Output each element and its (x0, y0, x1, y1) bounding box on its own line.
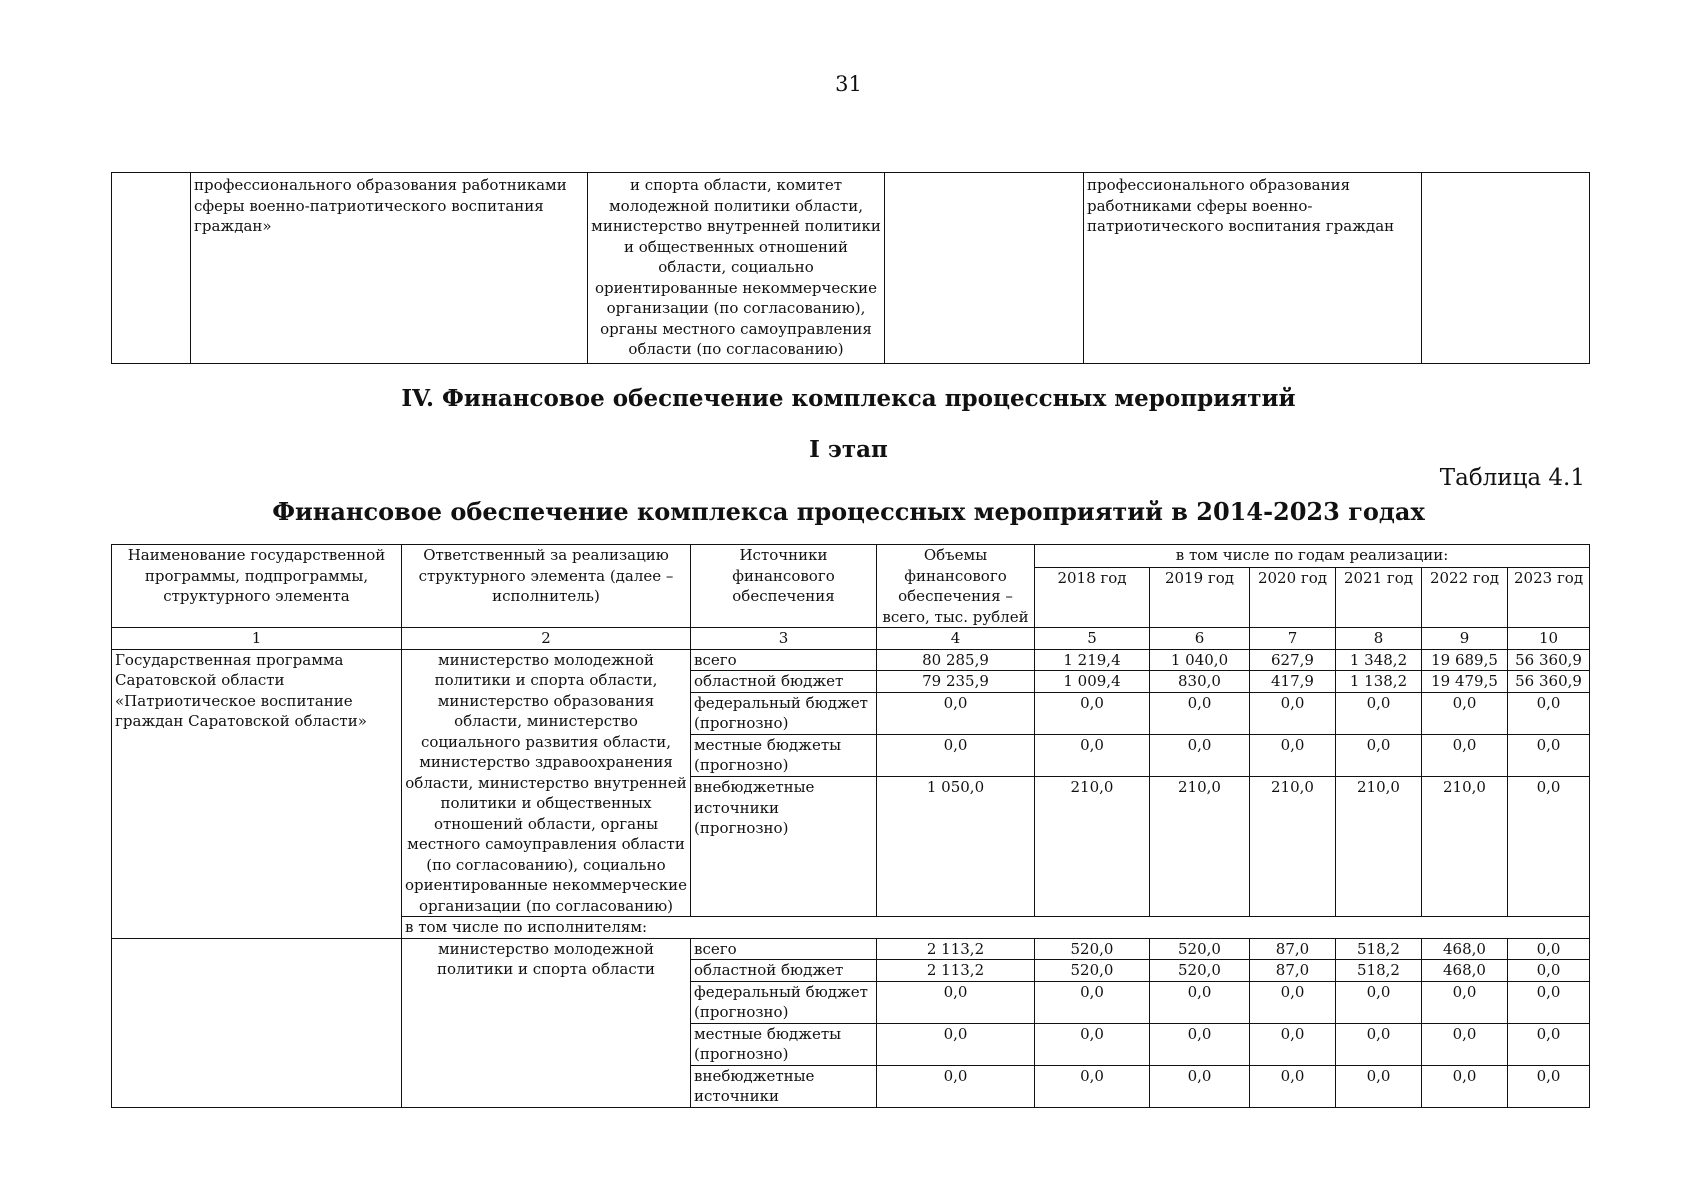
year-cell: 210,0 (1150, 777, 1250, 917)
year-cell: 0,0 (1508, 938, 1590, 960)
year-cell: 0,0 (1150, 981, 1250, 1023)
page-number: 31 (835, 72, 862, 96)
header-year: 2020 год (1250, 568, 1336, 628)
total-cell: 2 113,2 (877, 938, 1035, 960)
table-row (112, 173, 1590, 364)
year-cell: 1 040,0 (1150, 649, 1250, 671)
year-cell: 0,0 (1336, 1065, 1422, 1107)
column-number: 5 (1035, 628, 1150, 650)
total-cell: 1 050,0 (877, 777, 1035, 917)
source-cell: областной бюджет (691, 671, 877, 693)
financing-table (111, 544, 1590, 1108)
program-name: Государственная программа Саратовской области «Патриотическое воспитание граждан Саратовской области» (112, 649, 402, 938)
year-cell: 0,0 (1250, 1023, 1336, 1065)
year-cell: 0,0 (1336, 734, 1422, 776)
column-number: 3 (691, 628, 877, 650)
year-cell: 0,0 (1336, 692, 1422, 734)
source-cell: внебюджетные источники (691, 1065, 877, 1107)
header-years-group: в том числе по годам реализации: (1035, 545, 1590, 568)
table-label: Таблица 4.1 (1439, 465, 1585, 491)
source-cell: местные бюджеты (прогнозно) (691, 734, 877, 776)
year-cell: 0,0 (1150, 692, 1250, 734)
year-cell: 87,0 (1250, 960, 1336, 982)
year-cell: 0,0 (1508, 960, 1590, 982)
column-number: 4 (877, 628, 1035, 650)
total-cell: 0,0 (877, 1065, 1035, 1107)
year-cell: 518,2 (1336, 938, 1422, 960)
source-cell: всего (691, 649, 877, 671)
year-cell: 1 348,2 (1336, 649, 1422, 671)
year-cell: 87,0 (1250, 938, 1336, 960)
year-cell: 0,0 (1508, 981, 1590, 1023)
year-cell: 19 689,5 (1422, 649, 1508, 671)
column-number: 10 (1508, 628, 1590, 650)
table-cell: и спорта области, комитет молодежной политики области, министерство внутренней политики и общественных отношений области, социально ориентированные некоммерческие организации (по согласованию), органы местного самоуправления области (по согласованию) (588, 173, 885, 364)
year-cell: 0,0 (1508, 777, 1590, 917)
source-cell: федеральный бюджет (прогнозно) (691, 981, 877, 1023)
year-cell: 1 219,4 (1035, 649, 1150, 671)
stage-title: I этап (809, 436, 888, 463)
year-cell: 210,0 (1035, 777, 1150, 917)
header-executor: Ответственный за реализацию структурного элемента (далее – исполнитель) (402, 545, 691, 628)
year-cell: 0,0 (1035, 1023, 1150, 1065)
header-year: 2023 год (1508, 568, 1590, 628)
column-number: 2 (402, 628, 691, 650)
year-cell: 0,0 (1035, 1065, 1150, 1107)
table-row (112, 938, 1590, 960)
year-cell: 0,0 (1250, 981, 1336, 1023)
total-cell: 80 285,9 (877, 649, 1035, 671)
year-cell: 520,0 (1150, 960, 1250, 982)
header-year: 2018 год (1035, 568, 1150, 628)
year-cell: 0,0 (1250, 692, 1336, 734)
source-cell: областной бюджет (691, 960, 877, 982)
year-cell: 0,0 (1336, 981, 1422, 1023)
column-number-row (112, 628, 1590, 650)
year-cell: 210,0 (1250, 777, 1336, 917)
section-title: IV. Финансовое обеспечение комплекса процессных мероприятий (401, 385, 1296, 412)
total-cell: 0,0 (877, 734, 1035, 776)
year-cell: 830,0 (1150, 671, 1250, 693)
year-cell: 56 360,9 (1508, 671, 1590, 693)
year-cell: 56 360,9 (1508, 649, 1590, 671)
header-sources: Источники финансового обеспечения (691, 545, 877, 628)
executor-name: министерство молодежной политики и спорта области (402, 938, 691, 1107)
year-cell: 1 138,2 (1336, 671, 1422, 693)
total-cell: 79 235,9 (877, 671, 1035, 693)
year-cell: 0,0 (1508, 692, 1590, 734)
year-cell: 0,0 (1150, 1023, 1250, 1065)
header-row (112, 545, 1590, 568)
year-cell: 627,9 (1250, 649, 1336, 671)
year-cell: 520,0 (1035, 938, 1150, 960)
total-cell: 0,0 (877, 1023, 1035, 1065)
source-cell: внебюджетные источники (прогнозно) (691, 777, 877, 917)
year-cell: 0,0 (1035, 692, 1150, 734)
by-executors-label: в том числе по исполнителям: (402, 917, 1590, 939)
year-cell: 210,0 (1422, 777, 1508, 917)
year-cell: 518,2 (1336, 960, 1422, 982)
table-cell (885, 173, 1084, 364)
year-cell: 0,0 (1035, 981, 1150, 1023)
year-cell: 468,0 (1422, 960, 1508, 982)
column-number: 6 (1150, 628, 1250, 650)
total-cell: 0,0 (877, 981, 1035, 1023)
table-title: Финансовое обеспечение комплекса процессных мероприятий в 2014-2023 годах (272, 497, 1425, 526)
year-cell: 0,0 (1422, 981, 1508, 1023)
year-cell: 0,0 (1508, 734, 1590, 776)
year-cell: 0,0 (1422, 1023, 1508, 1065)
program-executor: министерство молодежной политики и спорта области, министерство образования области, министерство социального развития области, министерство здравоохранения области, министерство внутренней политики и общественных отношений области, органы местного самоуправления области (по согласованию), социально ориентированные некоммерческие организации (по согласованию) (402, 649, 691, 917)
table-cell: профессионального образования работниками сферы военно-патриотического воспитания граждан (1084, 173, 1422, 364)
year-cell: 0,0 (1508, 1065, 1590, 1107)
year-cell: 468,0 (1422, 938, 1508, 960)
header-year: 2021 год (1336, 568, 1422, 628)
year-cell: 0,0 (1336, 1023, 1422, 1065)
year-cell: 0,0 (1250, 734, 1336, 776)
total-cell: 0,0 (877, 692, 1035, 734)
year-cell: 0,0 (1035, 734, 1150, 776)
table-row (112, 649, 1590, 671)
header-name: Наименование государственной программы, подпрограммы, структурного элемента (112, 545, 402, 628)
column-number: 9 (1422, 628, 1508, 650)
year-cell: 19 479,5 (1422, 671, 1508, 693)
table-cell (112, 173, 191, 364)
header-year: 2019 год (1150, 568, 1250, 628)
year-cell: 0,0 (1422, 734, 1508, 776)
continuation-table (111, 172, 1590, 364)
year-cell: 0,0 (1422, 692, 1508, 734)
source-cell: федеральный бюджет (прогнозно) (691, 692, 877, 734)
year-cell: 0,0 (1250, 1065, 1336, 1107)
source-cell: всего (691, 938, 877, 960)
column-number: 7 (1250, 628, 1336, 650)
total-cell: 2 113,2 (877, 960, 1035, 982)
empty-cell (112, 938, 402, 1107)
year-cell: 1 009,4 (1035, 671, 1150, 693)
table-cell (1422, 173, 1590, 364)
year-cell: 520,0 (1150, 938, 1250, 960)
header-volume: Объемы финансового обеспечения – всего, тыс. рублей (877, 545, 1035, 628)
year-cell: 210,0 (1336, 777, 1422, 917)
year-cell: 520,0 (1035, 960, 1150, 982)
year-cell: 417,9 (1250, 671, 1336, 693)
source-cell: местные бюджеты (прогнозно) (691, 1023, 877, 1065)
year-cell: 0,0 (1150, 734, 1250, 776)
year-cell: 0,0 (1508, 1023, 1590, 1065)
header-year: 2022 год (1422, 568, 1508, 628)
year-cell: 0,0 (1422, 1065, 1508, 1107)
year-cell: 0,0 (1150, 1065, 1250, 1107)
table-cell: профессионального образования работниками сферы военно-патриотического воспитания граждан» (191, 173, 588, 364)
column-number: 8 (1336, 628, 1422, 650)
column-number: 1 (112, 628, 402, 650)
